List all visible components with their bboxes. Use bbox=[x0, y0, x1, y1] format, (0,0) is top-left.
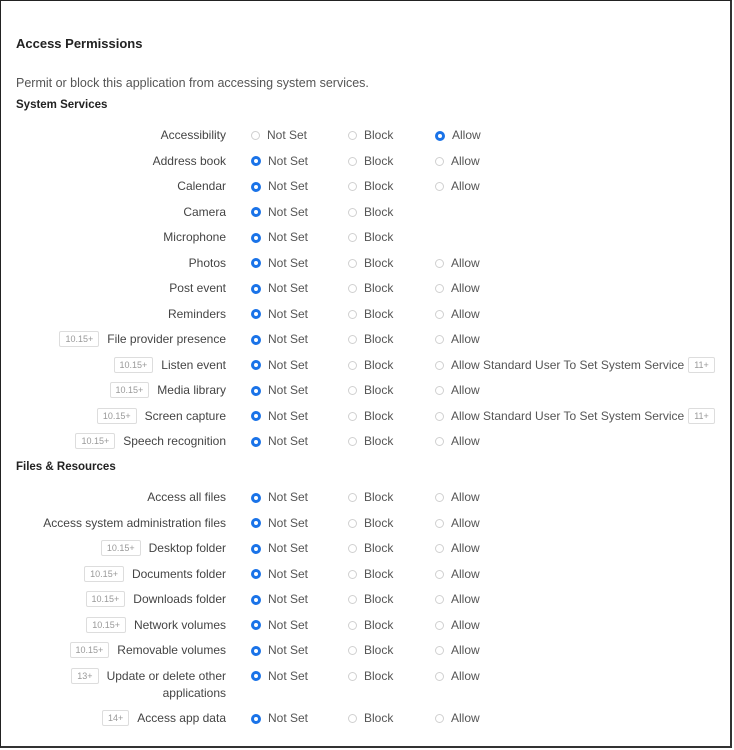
radio-option-block[interactable] bbox=[348, 127, 393, 144]
radio-unselected-icon[interactable] bbox=[348, 259, 357, 268]
radio-option-allow[interactable] bbox=[435, 566, 480, 583]
version-badge: 10.15+ bbox=[97, 408, 137, 424]
radio-unselected-icon[interactable] bbox=[348, 672, 357, 681]
radio-option-not-set[interactable] bbox=[251, 382, 308, 399]
permission-row bbox=[1, 306, 733, 326]
permission-row bbox=[1, 540, 733, 560]
radio-option-not-set[interactable] bbox=[251, 306, 308, 323]
radio-unselected-icon[interactable] bbox=[348, 493, 357, 502]
version-badge: 10.15+ bbox=[70, 642, 110, 658]
permission-label-text: Access app data bbox=[137, 711, 226, 725]
radio-unselected-icon[interactable] bbox=[348, 131, 357, 140]
radio-option-block[interactable] bbox=[348, 591, 393, 608]
permission-label bbox=[163, 229, 226, 246]
radio-option-label: Allow bbox=[451, 281, 480, 295]
permission-label bbox=[153, 153, 226, 170]
radio-option-label: Block bbox=[364, 408, 394, 423]
radio-unselected-icon[interactable] bbox=[435, 672, 444, 681]
permission-label bbox=[147, 489, 226, 506]
radio-option-label: Allow bbox=[452, 128, 481, 142]
radio-option-allow[interactable] bbox=[435, 306, 480, 323]
permission-row bbox=[1, 255, 733, 275]
radio-option-block[interactable] bbox=[348, 357, 393, 374]
radio-option-block[interactable] bbox=[348, 153, 393, 170]
permission-label-text: Calendar bbox=[177, 179, 226, 193]
permission-label-text: Address book bbox=[152, 153, 226, 168]
radio-selected-icon[interactable] bbox=[435, 131, 445, 141]
radio-option-label: Allow bbox=[451, 643, 480, 657]
radio-option-label: Not Set bbox=[268, 179, 309, 193]
radio-selected-icon[interactable] bbox=[251, 714, 261, 724]
permission-label-text: Reminders bbox=[167, 306, 226, 321]
radio-unselected-icon[interactable] bbox=[348, 335, 357, 344]
radio-option-label: Allow bbox=[451, 383, 480, 397]
permission-label bbox=[86, 591, 227, 608]
version-badge: 14+ bbox=[102, 710, 129, 726]
radio-option-allow[interactable] bbox=[435, 382, 480, 399]
radio-option-label: Block bbox=[364, 541, 394, 555]
permission-label-line: applications bbox=[162, 685, 226, 700]
radio-option-not-set[interactable] bbox=[251, 408, 308, 425]
radio-selected-icon[interactable] bbox=[251, 595, 261, 605]
radio-option-allow[interactable] bbox=[435, 255, 480, 272]
permission-row bbox=[1, 382, 733, 402]
permission-row bbox=[1, 229, 733, 249]
permission-row bbox=[1, 408, 733, 428]
version-badge: 10.15+ bbox=[59, 331, 99, 347]
radio-option-label: Not Set bbox=[268, 434, 309, 448]
radio-option-label: Allow bbox=[451, 490, 480, 504]
radio-selected-icon[interactable] bbox=[251, 620, 261, 630]
radio-option-label: Not Set bbox=[268, 255, 309, 270]
permission-label bbox=[43, 515, 226, 532]
radio-option-label: Not Set bbox=[268, 668, 309, 683]
radio-option-not-set[interactable] bbox=[251, 668, 308, 685]
radio-selected-icon[interactable] bbox=[251, 335, 261, 345]
permission-row bbox=[1, 515, 733, 535]
permission-label-text: Access system administration files bbox=[43, 515, 226, 530]
permission-row bbox=[1, 127, 733, 147]
permission-label bbox=[59, 331, 226, 348]
radio-option-allow[interactable] bbox=[435, 178, 480, 195]
radio-selected-icon[interactable] bbox=[251, 258, 261, 268]
radio-option-block[interactable] bbox=[348, 280, 393, 297]
radio-option-label: Not Set bbox=[268, 408, 309, 423]
radio-option-not-set[interactable] bbox=[251, 489, 308, 506]
radio-unselected-icon[interactable] bbox=[348, 544, 357, 553]
radio-selected-icon[interactable] bbox=[251, 518, 261, 528]
radio-selected-icon[interactable] bbox=[251, 544, 261, 554]
radio-option-allow[interactable] bbox=[435, 540, 480, 557]
radio-option-not-set[interactable] bbox=[251, 153, 308, 170]
radio-option-block[interactable] bbox=[348, 617, 393, 634]
radio-option-label: Not Set bbox=[268, 592, 309, 606]
permission-row bbox=[1, 153, 733, 173]
section-title-0: System Services bbox=[16, 99, 108, 111]
radio-unselected-icon[interactable] bbox=[251, 131, 260, 140]
radio-option-label: Not Set bbox=[268, 230, 309, 244]
radio-unselected-icon[interactable] bbox=[435, 361, 444, 370]
permission-row bbox=[1, 710, 733, 730]
permission-label bbox=[71, 668, 226, 702]
radio-option-allow[interactable] bbox=[435, 433, 480, 450]
radio-option-label: Block bbox=[364, 204, 394, 219]
radio-option-not-set[interactable] bbox=[251, 642, 308, 659]
radio-option-label: Allow Standard User To Set System Service bbox=[451, 408, 685, 423]
radio-unselected-icon[interactable] bbox=[348, 412, 357, 421]
version-badge: 10.15+ bbox=[114, 357, 154, 373]
version-badge: 11+ bbox=[688, 357, 715, 373]
radio-option-allow[interactable] bbox=[435, 710, 480, 727]
permission-label bbox=[101, 540, 226, 557]
radio-option-block[interactable] bbox=[348, 710, 393, 727]
version-badge: 10.15+ bbox=[75, 433, 115, 449]
version-badge: 11+ bbox=[688, 408, 715, 424]
radio-unselected-icon[interactable] bbox=[348, 437, 357, 446]
radio-option-allow[interactable] bbox=[435, 331, 480, 348]
radio-selected-icon[interactable] bbox=[251, 437, 261, 447]
radio-unselected-icon[interactable] bbox=[348, 621, 357, 630]
radio-option-label: Allow bbox=[451, 541, 480, 555]
permission-label-text: Access all files bbox=[147, 490, 226, 504]
radio-unselected-icon[interactable] bbox=[435, 386, 444, 395]
radio-option-label: Not Set bbox=[268, 281, 309, 295]
radio-unselected-icon[interactable] bbox=[435, 284, 444, 293]
radio-selected-icon[interactable] bbox=[251, 309, 261, 319]
permission-label bbox=[114, 357, 227, 374]
radio-unselected-icon[interactable] bbox=[435, 310, 444, 319]
radio-selected-icon[interactable] bbox=[251, 284, 261, 294]
permission-label-text: Post event bbox=[169, 281, 226, 295]
radio-unselected-icon[interactable] bbox=[435, 570, 444, 579]
radio-option-label: Allow bbox=[451, 515, 480, 530]
permission-row bbox=[1, 178, 733, 198]
radio-option-label: Not Set bbox=[268, 711, 309, 725]
radio-option-label: Allow bbox=[451, 668, 480, 683]
radio-unselected-icon[interactable] bbox=[435, 519, 444, 528]
permission-label-text: Desktop folder bbox=[148, 541, 226, 555]
radio-option-block[interactable] bbox=[348, 255, 393, 272]
radio-option-not-set[interactable] bbox=[251, 540, 308, 557]
permission-row bbox=[1, 489, 733, 509]
radio-unselected-icon[interactable] bbox=[348, 157, 357, 166]
radio-unselected-icon[interactable] bbox=[435, 259, 444, 268]
radio-selected-icon[interactable] bbox=[251, 671, 261, 681]
radio-option-block[interactable] bbox=[348, 331, 393, 348]
radio-option-not-set[interactable] bbox=[251, 710, 308, 727]
radio-option-label: Block bbox=[364, 332, 394, 346]
radio-option-block[interactable] bbox=[348, 642, 393, 659]
radio-unselected-icon[interactable] bbox=[348, 646, 357, 655]
radio-selected-icon[interactable] bbox=[251, 360, 261, 370]
radio-option-label: Allow bbox=[451, 179, 480, 193]
radio-option-allow[interactable] bbox=[435, 642, 480, 659]
permission-label-text: Documents folder bbox=[131, 566, 226, 581]
radio-option-label: Block bbox=[364, 383, 394, 397]
permission-label-text: Media library bbox=[157, 383, 226, 397]
radio-option-allow[interactable] bbox=[435, 668, 480, 685]
radio-option-label: Block bbox=[364, 357, 394, 372]
permission-row bbox=[1, 566, 733, 586]
radio-option-label: Not Set bbox=[268, 643, 309, 657]
radio-option-label: Block bbox=[364, 515, 394, 530]
permission-label-text: Camera bbox=[183, 204, 226, 219]
permission-label bbox=[84, 566, 226, 583]
radio-option-not-set[interactable] bbox=[251, 178, 308, 195]
radio-option-label: Not Set bbox=[268, 566, 309, 581]
radio-selected-icon[interactable] bbox=[251, 646, 261, 656]
radio-unselected-icon[interactable] bbox=[435, 544, 444, 553]
permission-label-text: Photos bbox=[188, 255, 226, 270]
radio-unselected-icon[interactable] bbox=[348, 361, 357, 370]
permission-row bbox=[1, 433, 733, 453]
radio-option-not-set[interactable] bbox=[251, 255, 308, 272]
radio-unselected-icon[interactable] bbox=[435, 412, 444, 421]
permission-label-text: Network volumes bbox=[133, 617, 226, 632]
radio-unselected-icon[interactable] bbox=[435, 157, 444, 166]
radio-unselected-icon[interactable] bbox=[348, 233, 357, 242]
radio-unselected-icon[interactable] bbox=[348, 386, 357, 395]
permission-label bbox=[102, 710, 226, 727]
radio-option-label: Allow bbox=[451, 617, 480, 632]
radio-option-label: Block bbox=[364, 643, 394, 657]
radio-unselected-icon[interactable] bbox=[348, 714, 357, 723]
radio-option-block[interactable] bbox=[348, 204, 393, 221]
radio-option-label: Block bbox=[364, 711, 394, 725]
radio-option-block[interactable] bbox=[348, 229, 393, 246]
permission-label-text: Screen capture bbox=[144, 408, 226, 423]
radio-selected-icon[interactable] bbox=[251, 386, 261, 396]
version-badge: 10.15+ bbox=[110, 382, 150, 398]
radio-option-label: Not Set bbox=[268, 383, 309, 397]
radio-unselected-icon[interactable] bbox=[435, 437, 444, 446]
radio-unselected-icon[interactable] bbox=[348, 595, 357, 604]
radio-option-allow[interactable] bbox=[435, 617, 480, 634]
radio-option-label: Block bbox=[364, 306, 394, 321]
permission-row bbox=[1, 642, 733, 662]
radio-option-block[interactable] bbox=[348, 540, 393, 557]
permission-label bbox=[97, 408, 226, 425]
radio-option-label: Block bbox=[364, 128, 394, 142]
radio-option-label: Block bbox=[364, 592, 394, 606]
page-title: Access Permissions bbox=[16, 36, 143, 51]
radio-option-label: Allow bbox=[451, 592, 480, 606]
permission-label-text bbox=[107, 668, 226, 702]
permission-label-text: File provider presence bbox=[107, 332, 226, 346]
permission-row bbox=[1, 668, 733, 700]
radio-option-label: Not Set bbox=[268, 515, 309, 530]
radio-unselected-icon[interactable] bbox=[435, 595, 444, 604]
radio-option-not-set[interactable] bbox=[251, 331, 308, 348]
radio-option-label: Not Set bbox=[268, 617, 309, 632]
radio-unselected-icon[interactable] bbox=[435, 335, 444, 344]
radio-option-not-set[interactable] bbox=[251, 280, 308, 297]
radio-option-label: Block bbox=[364, 668, 394, 683]
radio-option-label: Block bbox=[364, 230, 394, 244]
radio-option-label: Allow bbox=[451, 434, 480, 448]
radio-unselected-icon[interactable] bbox=[435, 621, 444, 630]
radio-option-label: Block bbox=[364, 255, 394, 270]
version-badge: 13+ bbox=[71, 668, 98, 684]
radio-option-label: Not Set bbox=[268, 490, 309, 504]
radio-unselected-icon[interactable] bbox=[348, 310, 357, 319]
radio-option-block[interactable] bbox=[348, 566, 393, 583]
permission-label-text: Accessibility bbox=[160, 128, 226, 142]
radio-option-not-set[interactable] bbox=[251, 229, 308, 246]
radio-selected-icon[interactable] bbox=[251, 411, 261, 421]
radio-option-label: Not Set bbox=[268, 306, 309, 321]
radio-option-allow[interactable] bbox=[435, 127, 481, 144]
radio-option-label: Block bbox=[364, 153, 394, 168]
radio-option-label: Not Set bbox=[267, 128, 308, 142]
radio-option-block[interactable] bbox=[348, 306, 393, 323]
permission-label bbox=[183, 204, 226, 221]
radio-option-label: Not Set bbox=[268, 332, 309, 346]
radio-option-label: Block bbox=[364, 617, 394, 632]
radio-option-label: Allow bbox=[451, 153, 480, 168]
radio-option-not-set[interactable] bbox=[251, 127, 307, 144]
radio-unselected-icon[interactable] bbox=[348, 284, 357, 293]
radio-option-label: Allow bbox=[451, 255, 480, 270]
radio-option-label: Allow bbox=[451, 566, 480, 581]
radio-option-block[interactable] bbox=[348, 382, 393, 399]
version-badge: 10.15+ bbox=[86, 617, 126, 633]
radio-option-allow[interactable] bbox=[435, 591, 480, 608]
radio-selected-icon[interactable] bbox=[251, 493, 261, 503]
radio-selected-icon[interactable] bbox=[251, 569, 261, 579]
radio-option-label: Block bbox=[364, 490, 394, 504]
radio-option-allow[interactable] bbox=[435, 515, 480, 532]
radio-option-not-set[interactable] bbox=[251, 617, 308, 634]
radio-option-block[interactable] bbox=[348, 408, 393, 425]
radio-unselected-icon[interactable] bbox=[435, 493, 444, 502]
permission-label bbox=[86, 617, 226, 634]
radio-option-label: Not Set bbox=[268, 204, 309, 219]
permission-row bbox=[1, 357, 733, 377]
radio-option-block[interactable] bbox=[348, 489, 393, 506]
radio-unselected-icon[interactable] bbox=[435, 182, 444, 191]
radio-option-label: Allow bbox=[451, 711, 480, 725]
version-badge: 10.15+ bbox=[86, 591, 126, 607]
permission-row bbox=[1, 280, 733, 300]
permission-label bbox=[189, 255, 226, 272]
radio-option-label: Block bbox=[364, 179, 394, 193]
radio-option-label: Block bbox=[364, 566, 394, 581]
radio-unselected-icon[interactable] bbox=[348, 570, 357, 579]
radio-option-block[interactable] bbox=[348, 668, 393, 685]
page-description: Permit or block this application from accessing system services. bbox=[16, 76, 369, 90]
version-badge: 10.15+ bbox=[84, 566, 124, 582]
radio-option-allow[interactable] bbox=[435, 280, 480, 297]
radio-option-block[interactable] bbox=[348, 515, 393, 532]
radio-option-allow[interactable] bbox=[435, 489, 480, 506]
radio-option-not-set[interactable] bbox=[251, 357, 308, 374]
radio-option-label: Allow Standard User To Set System Service bbox=[451, 357, 685, 372]
radio-unselected-icon[interactable] bbox=[348, 182, 357, 191]
radio-unselected-icon[interactable] bbox=[348, 208, 357, 217]
permission-label bbox=[169, 280, 226, 297]
permission-label bbox=[75, 433, 226, 450]
radio-option-label: Allow bbox=[451, 332, 480, 346]
permission-label-text: Removable volumes bbox=[117, 643, 226, 657]
permission-label bbox=[168, 306, 226, 323]
radio-option-block[interactable] bbox=[348, 433, 393, 450]
radio-option-label: Not Set bbox=[268, 357, 309, 372]
permission-label-text: Listen event bbox=[161, 357, 226, 372]
permission-row bbox=[1, 331, 733, 351]
permission-row bbox=[1, 617, 733, 637]
permission-label bbox=[161, 127, 226, 144]
radio-option-allow-standard[interactable] bbox=[435, 408, 715, 425]
permission-label-text: Microphone bbox=[163, 230, 226, 244]
radio-option-label: Block bbox=[364, 281, 394, 295]
radio-selected-icon[interactable] bbox=[251, 207, 261, 217]
permission-label-text: Downloads folder bbox=[133, 592, 226, 606]
radio-option-allow-standard[interactable] bbox=[435, 357, 715, 374]
radio-option-not-set[interactable] bbox=[251, 591, 308, 608]
permission-row bbox=[1, 204, 733, 224]
radio-option-allow[interactable] bbox=[435, 153, 480, 170]
radio-option-label: Not Set bbox=[268, 153, 309, 168]
version-badge: 10.15+ bbox=[101, 540, 141, 556]
permission-label-line: Update or delete other bbox=[106, 668, 226, 683]
permission-label bbox=[177, 178, 226, 195]
permission-row bbox=[1, 591, 733, 611]
radio-selected-icon[interactable] bbox=[251, 182, 261, 192]
radio-selected-icon[interactable] bbox=[251, 233, 261, 243]
radio-selected-icon[interactable] bbox=[251, 156, 261, 166]
radio-option-not-set[interactable] bbox=[251, 566, 308, 583]
permission-label bbox=[110, 382, 226, 399]
radio-option-label: Not Set bbox=[268, 541, 309, 555]
radio-option-not-set[interactable] bbox=[251, 204, 308, 221]
radio-option-not-set[interactable] bbox=[251, 515, 308, 532]
radio-option-label: Allow bbox=[451, 306, 480, 321]
radio-option-label: Block bbox=[364, 434, 394, 448]
permission-label-text: Speech recognition bbox=[123, 434, 226, 448]
radio-option-block[interactable] bbox=[348, 178, 393, 195]
radio-unselected-icon[interactable] bbox=[435, 714, 444, 723]
permission-label bbox=[70, 642, 227, 659]
radio-unselected-icon[interactable] bbox=[435, 646, 444, 655]
radio-option-not-set[interactable] bbox=[251, 433, 308, 450]
radio-unselected-icon[interactable] bbox=[348, 519, 357, 528]
section-title-1: Files & Resources bbox=[16, 461, 116, 473]
